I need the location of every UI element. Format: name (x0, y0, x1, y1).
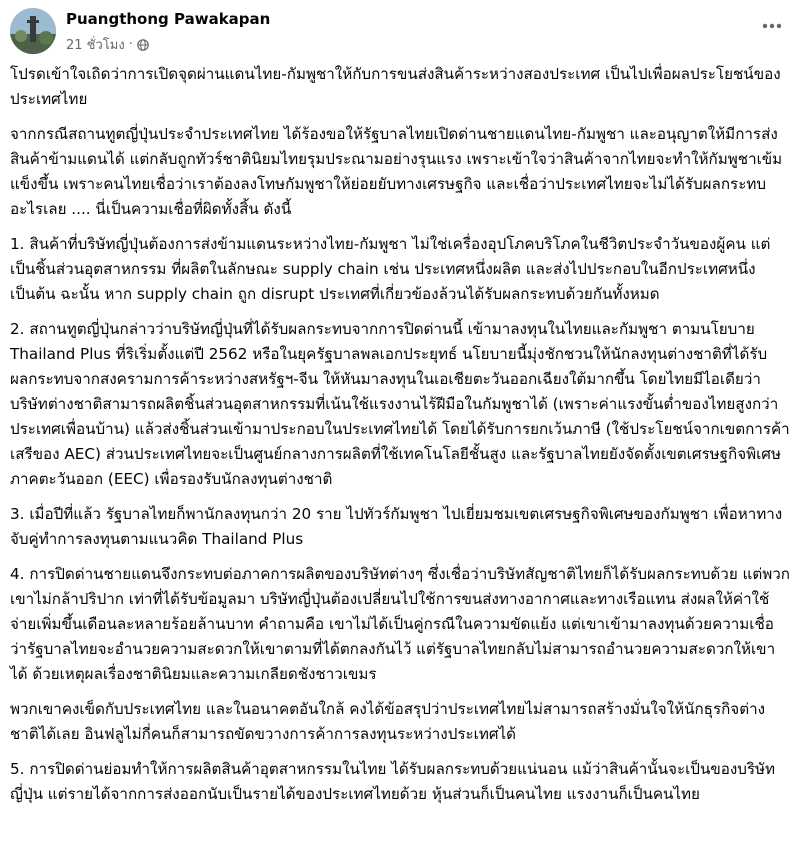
post-body (10, 62, 790, 817)
globe-icon (137, 39, 149, 51)
more-options-icon[interactable] (758, 16, 786, 36)
post-header (10, 6, 790, 58)
avatar[interactable] (10, 8, 56, 54)
post-paragraph: 4. การปิดด่านชายแดนจึงกระทบต่อภาคการผลิตของบริษัทต่างๆ ซึ่งเชื่อว่าบริษัทสัญชาติไทยก็ได้รับผลกระทบด้วย แต่พวกเขาไม่กล้าปริปาก เท่าที่ได้รับข้อมูลมา บริษัทญี่ปุ่นต้องเปลี่ยนไปใช้การขนส่งทางอากาศและทางเรือแทน ส่งผลให้ค่าใช้จ่ายเพิ่มขึ้นเดือนละหลายร้อยล้านบาท คำถามคือ เขาไม่ได้เป็นคู่กรณีในความขัดแย้ง แต่เขาเข้ามาลงทุนด้วยความเชื่อว่ารัฐบาลไทยจะอำนวยความสะดวกให้เขาตามที่ได้ตกลงกันไว้ แต่รัฐบาลไทยกลับไม่สามารถอำนวยความสะดวกให้เขาได้ ด้วยเหตุผลเรื่องชาตินิยมและความเกลียดชังชาวเขมร (10, 565, 790, 683)
post-paragraph: พวกเขาคงเข็ดกับประเทศไทย และในอนาคตอันใกล้ คงได้ข้อสรุปว่าประเทศไทยไม่สามารถสร้างมั่นใจให้นักธุรกิจต่างชาติได้เลย อินฟลูไม่กี่คนก็สามารถขัดขวางการค้าการลงทุนระหว่างประเทศได้ (10, 700, 766, 743)
post-paragraph: จากกรณีสถานทูตญี่ปุ่นประจำประเทศไทย ได้ร้องขอให้รัฐบาลไทยเปิดด่านชายแดนไทย-กัมพูชา และอนุญาตให้มีการส่งสินค้าข้ามแดนได้ แต่กลับถูกทัวร์ชาตินิยมไทยรุมประณามอย่างรุนแรง เพราะเข้าใจว่าสินค้าจากไทยจะทำให้กัมพูชาเข้มแข็งขึ้น เพราะคนไทยเชื่อว่าเราต้องลงโทษกัมพูชาให้ย่อยยับทางเศรษฐกิจ และเชื่อว่าประเทศไทยจะไม่ได้รับผลกระทบอะไรเลย .... นี่เป็นความเชื่อที่ผิดทั้งสิ้น ดังนี้ (10, 125, 783, 218)
post-timestamp[interactable]: 21 ชั่วโมง (66, 38, 125, 53)
author-name[interactable]: Puangthong Pawakapan (66, 10, 271, 28)
post-paragraph: 5. การปิดด่านย่อมทำให้การผลิตสินค้าอุตสาหกรรมในไทย ได้รับผลกระทบด้วยแน่นอน แม้ว่าสินค้านั้นจะเป็นของบริษัทญี่ปุ่น แต่รายได้จากการส่งออกนับเป็นรายได้ของประเทศไทยด้วย หุ้นส่วนก็เป็นคนไทย แรงงานก็เป็นคนไทย (10, 760, 776, 803)
post-meta (66, 34, 149, 55)
post-paragraph: โปรดเข้าใจเถิดว่าการเปิดจุดผ่านแดนไทย-กัมพูชาให้กับการขนส่งสินค้าระหว่างสองประเทศ เป็นไปเพื่อผลประโยชน์ของประเทศไทย (10, 65, 781, 108)
post-paragraph: 3. เมื่อปีที่แล้ว รัฐบาลไทยก็พานักลงทุนกว่า 20 ราย ไปทัวร์กัมพูชา ไปเยี่ยมชมเขตเศรษฐกิจพิเศษของกัมพูชา เพื่อหาทางจับคู่ทำการลงทุนตามแนวคิด Thailand Plus (10, 505, 783, 548)
meta-separator: · (128, 37, 133, 52)
avatar-image (10, 8, 56, 54)
post-paragraph: 2. สถานทูตญี่ปุ่นกล่าวว่าบริษัทญี่ปุ่นที่ได้รับผลกระทบจากการปิดด่านนี้ เข้ามาลงทุนในไทยและกัมพูชา ตามนโยบาย Thailand Plus ที่ริเริ่มตั้งแต่ปี 2562 หรือในยุครัฐบาลพลเอกประยุทธ์ นโยบายนี้มุ่งชักชวนให้นักลงทุนต่างชาติที่ได้รับผลกระทบจากสงครามการค้าระหว่างสหรัฐฯ-จีน ให้หันมาลงทุนในเอเชียตะวันออกเฉียงใต้มากขึ้น โดยไทยมีไอเดียว่า บริษัทต่างชาติสามารถผลิตชิ้นส่วนอุตสาหกรรมที่เน้นใช้แรงงานไร้ฝีมือในกัมพูชาได้ (เพราะค่าแรงขั้นต่ำของไทยสูงกว่าประเทศเพื่อนบ้าน) แล้วส่งชิ้นส่วนเข้ามาประกอบในประเทศไทยได้ โดยได้รับการยกเว้นภาษี (ใช้ประโยชน์จากเขตการค้าเสรีของ AEC) ส่วนประเทศไทยจะเป็นศูนย์กลางการผลิตที่ใช้เทคโนโลยีชั้นสูง และรัฐบาลไทยยังจัดตั้งเขตเศรษฐกิจพิเศษภาคตะวันออก (EEC) เพื่อรองรับนักลงทุนต่างชาติ (10, 320, 790, 488)
post-paragraph: 1. สินค้าที่บริษัทญี่ปุ่นต้องการส่งข้ามแดนระหว่างไทย-กัมพูชา ไม่ใช่เครื่องอุปโภคบริโภคในชีวิตประจำวันของผู้คน แต่เป็นชิ้นส่วนอุตสาหกรรม ที่ผลิตในลักษณะ supply chain เช่น ประเทศหนึ่งผลิต และส่งไปประกอบในอีกประเทศหนึ่ง เป็นต้น ฉะนั้น หาก supply chain ถูก disrupt ประเทศที่เกี่ยวข้องล้วนได้รับผลกระทบด้วยกันทั้งหมด (10, 235, 771, 303)
